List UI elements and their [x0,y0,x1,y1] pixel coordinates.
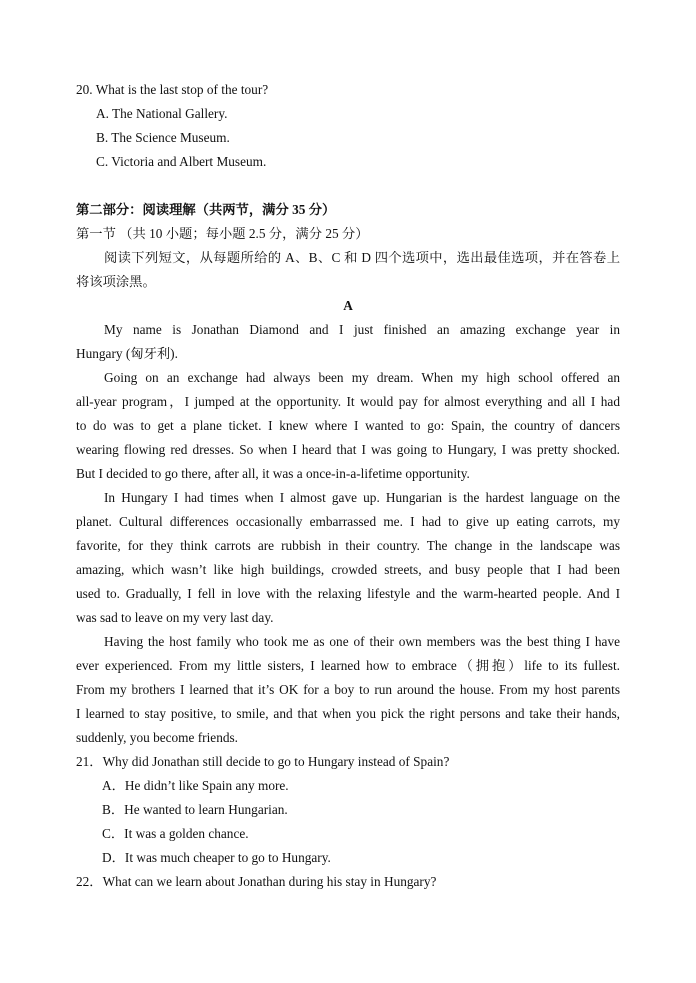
passage-line: used to. Gradually, I fell in love with the relaxing lifestyle and the warm-hearted people. And I [76,586,620,601]
passage-label: A [343,298,353,313]
passage-line: planet. Cultural differences occasionally embarrassed me. I had to give up eating carrots, my [76,514,620,529]
passage-line: all-year program，I jumped at the opportunity. It would pay for almost everything and all I had [76,394,620,409]
passage-line: to do was to get a plane ticket. I knew where I wanted to go: Spain, the country of dancers [76,418,620,433]
part2-heading: 第二部分：阅读理解（共两节，满分 35 分） [76,202,336,217]
question-21: 21．Why did Jonathan still decide to go to Hungary instead of Spain? [76,754,450,769]
passage-line: wearing flowing red dresses. So when I heard that I was going to Hungary, I was pretty shocked. [76,442,620,457]
q20-option-b: B. The Science Museum. [96,130,230,145]
passage-line: Having the host family who took me as one of their own members was the best thing I have [104,634,620,649]
q21-option-d: D．It was much cheaper to go to Hungary. [102,850,331,865]
question-20: 20. What is the last stop of the tour? [76,82,269,97]
section1-heading: 第一节 （共 10 小题；每小题 2.5 分，满分 25 分） [76,226,369,241]
passage-line: Hungary (匈牙利). [76,346,178,361]
passage-line: From my brothers I learned that it’s OK for a boy to run around the house. From my host parents [76,682,620,697]
instructions-line-2: 将该项涂黑。 [76,274,156,289]
passage-line: Going on an exchange had always been my dream. When my high school offered an [104,370,620,385]
passage-line: But I decided to go there, after all, it was a once-in-a-lifetime opportunity. [76,466,470,481]
q21-option-c: C．It was a golden chance. [102,826,249,841]
passage-line: was sad to leave on my very last day. [76,610,274,625]
passage-line: favorite, for they think carrots are rubbish in their country. The change in the landscape was [76,538,620,553]
passage-line: ever experienced. From my little sisters, I learned how to embrace（拥抱）life to its fullest. [76,658,620,673]
question-22: 22．What can we learn about Jonathan during his stay in Hungary? [76,874,437,889]
instructions-line-1: 阅读下列短文，从每题所给的 A、B、C 和 D 四个选项中，选出最佳选项，并在答卷上 [104,250,620,265]
passage-line: suddenly, you become friends. [76,730,238,745]
q21-option-a: A．He didn’t like Spain any more. [102,778,289,793]
q21-option-b: B．He wanted to learn Hungarian. [102,802,288,817]
passage-line: amazing, which wasn’t like high buildings, crowded streets, and busy people that I had been [76,562,620,577]
passage-line: My name is Jonathan Diamond and I just finished an amazing exchange year in [104,322,620,337]
q20-option-a: A. The National Gallery. [96,106,228,121]
passage-line: In Hungary I had times when I almost gave up. Hungarian is the hardest language on the [104,490,620,505]
q20-option-c: C. Victoria and Albert Museum. [96,154,267,169]
passage-line: I learned to stay positive, to smile, and that when you pick the right persons and take their hands, [76,706,620,721]
